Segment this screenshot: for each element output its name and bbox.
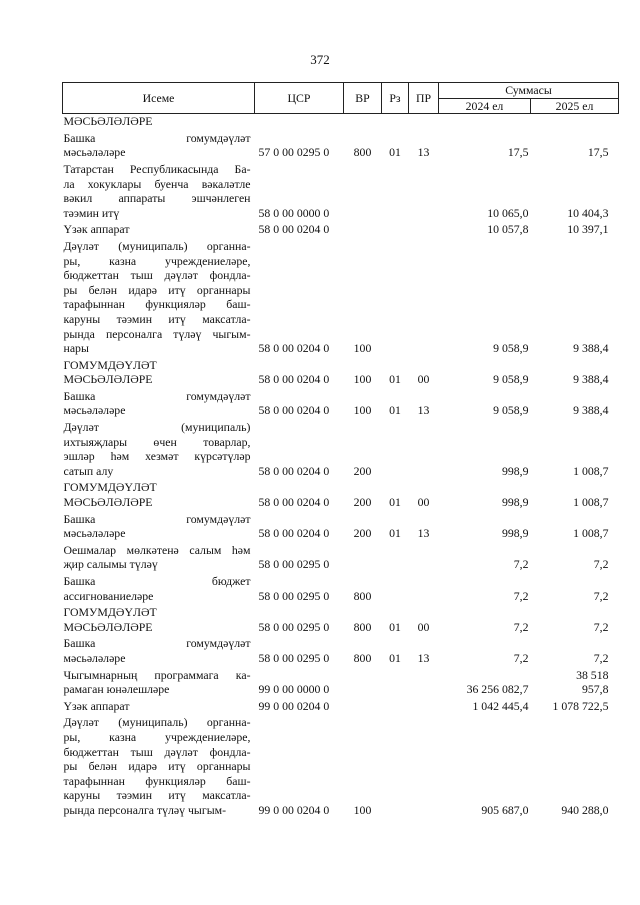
header-csr: ЦСР bbox=[255, 83, 344, 114]
row-csr: 58 0 00 0204 0 bbox=[258, 341, 330, 356]
row-sum-2024: 998,9 bbox=[501, 526, 529, 541]
row-name-line: сатып алу bbox=[63, 463, 114, 478]
row-csr: 99 0 00 0000 0 bbox=[258, 682, 330, 697]
row-rz: 01 bbox=[389, 372, 401, 387]
row-name-line: каруны тәэмин итү максатла- bbox=[63, 311, 251, 326]
table-row bbox=[63, 715, 619, 819]
row-sum-2024: 7,2 bbox=[513, 650, 529, 665]
row-sum-2025: 1 078 722,5 bbox=[552, 698, 609, 713]
row-name-line: ГОМУМДӘҮЛӘТ bbox=[63, 480, 157, 495]
header-rz: Рз bbox=[382, 83, 409, 114]
table-row bbox=[63, 480, 619, 511]
row-sum-2025: 9 388,4 bbox=[573, 341, 609, 356]
row-name-line: МӘСЬӘЛӘЛӘРЕ bbox=[63, 114, 153, 129]
row-sum-2024: 9 058,9 bbox=[493, 372, 529, 387]
row-pr: 00 bbox=[417, 619, 430, 634]
row-name-line: мәсьәләләре bbox=[63, 526, 126, 541]
row-sum-2025 bbox=[531, 668, 619, 699]
row-vr: 800 bbox=[353, 619, 372, 634]
row-sum-2025: 1 008,7 bbox=[573, 463, 609, 478]
row-name bbox=[63, 480, 255, 511]
row-csr: 57 0 00 0295 0 bbox=[258, 145, 330, 160]
table-row bbox=[63, 389, 619, 420]
row-csr: 58 0 00 0204 0 bbox=[258, 372, 330, 387]
row-sum-2024: 36 256 082,7 bbox=[466, 682, 529, 697]
row-sum-2024: 998,9 bbox=[501, 463, 529, 478]
row-name-line: мәсьәләләре bbox=[63, 650, 126, 665]
row-sum-2025: 7,2 bbox=[593, 588, 609, 603]
row-name bbox=[63, 389, 255, 420]
row-name bbox=[63, 574, 255, 605]
row-pr bbox=[409, 668, 439, 699]
row-csr: 99 0 00 0204 0 bbox=[258, 802, 330, 817]
row-vr bbox=[344, 114, 382, 131]
row-csr: 58 0 00 0295 0 bbox=[258, 588, 330, 603]
header-name: Исеме bbox=[63, 83, 255, 114]
row-name-line: Башка гомумдәүләт bbox=[63, 636, 251, 651]
row-vr: 800 bbox=[353, 145, 372, 160]
row-vr bbox=[344, 668, 382, 699]
header-vr: ВР bbox=[344, 83, 382, 114]
row-vr: 100 bbox=[353, 372, 372, 387]
row-vr: 100 bbox=[353, 403, 372, 418]
row-sum-2025: 7,2 bbox=[593, 557, 609, 572]
row-csr: 58 0 00 0204 0 bbox=[258, 526, 330, 541]
row-sum-2024: 7,2 bbox=[513, 557, 529, 572]
row-csr: 58 0 00 0204 0 bbox=[258, 495, 330, 510]
header-pr: ПР bbox=[409, 83, 439, 114]
row-name-line: ассигнованиеләре bbox=[63, 588, 154, 603]
row-name-line: ры белән идарә итү органнары bbox=[63, 759, 251, 774]
row-csr: 58 0 00 0000 0 bbox=[258, 205, 330, 220]
row-vr: 200 bbox=[353, 463, 372, 478]
row-rz bbox=[382, 114, 409, 131]
row-name-line: Дәүләт (муниципаль) органна- bbox=[63, 238, 251, 253]
row-name-line: эшләр һәм хезмәт күрсәтүләр bbox=[63, 449, 251, 464]
table-row bbox=[63, 543, 619, 574]
row-pr bbox=[409, 239, 439, 358]
row-name-line: мәсьәләләре bbox=[63, 403, 126, 418]
row-name-line: Үзәк аппарат bbox=[63, 698, 130, 713]
row-rz: 01 bbox=[389, 619, 401, 634]
row-rz bbox=[382, 162, 409, 222]
row-name-line: ры, казна учреждениеләре, bbox=[63, 729, 251, 744]
row-sum-2024: 17,5 bbox=[507, 145, 529, 160]
row-sum-2025 bbox=[531, 114, 619, 131]
page-number: 372 bbox=[310, 52, 330, 67]
row-sum-2025: 10 397,1 bbox=[567, 222, 609, 237]
row-pr bbox=[409, 222, 439, 239]
row-name-line: мәсьәләләре bbox=[63, 145, 126, 160]
table-row bbox=[63, 162, 619, 222]
row-name bbox=[63, 605, 255, 636]
row-rz bbox=[382, 543, 409, 574]
row-sum-2024: 10 057,8 bbox=[487, 222, 529, 237]
row-sum-2025: 9 388,4 bbox=[573, 372, 609, 387]
row-rz bbox=[382, 715, 409, 819]
row-pr: 00 bbox=[417, 495, 430, 510]
row-rz bbox=[382, 699, 409, 716]
row-vr: 100 bbox=[353, 802, 372, 817]
header-sums: Суммасы bbox=[439, 83, 619, 99]
row-sum-2024: 905 687,0 bbox=[481, 802, 529, 817]
row-vr: 100 bbox=[353, 341, 372, 356]
row-csr: 58 0 00 0204 0 bbox=[258, 403, 330, 418]
budget-table bbox=[62, 82, 619, 820]
row-sum-2024: 1 042 445,4 bbox=[472, 698, 529, 713]
table-row bbox=[63, 668, 619, 699]
row-pr: 13 bbox=[417, 403, 430, 418]
row-name-line: вәкил аппараты эшчәнлеген bbox=[63, 191, 251, 206]
row-csr: 58 0 00 0295 0 bbox=[258, 557, 330, 572]
row-name-line: рында персоналга түләү чыгым- bbox=[63, 326, 251, 341]
row-pr: 13 bbox=[417, 526, 430, 541]
row-name-line: Башка бюджет bbox=[63, 574, 251, 588]
row-rz: 01 bbox=[389, 650, 401, 665]
row-name bbox=[63, 114, 255, 131]
row-rz: 01 bbox=[389, 495, 401, 510]
row-sum-2025: 1 008,7 bbox=[573, 526, 609, 541]
row-pr bbox=[409, 574, 439, 605]
row-name bbox=[63, 162, 255, 222]
row-name-line: Башка гомумдәүләт bbox=[63, 388, 251, 403]
row-sum-2024: 7,2 bbox=[513, 588, 529, 603]
row-sum-2025-part: 38 518 bbox=[576, 667, 609, 682]
row-sum-2025: 10 404,3 bbox=[567, 205, 609, 220]
row-pr: 13 bbox=[417, 650, 430, 665]
row-sum-2025: 940 288,0 bbox=[561, 802, 609, 817]
row-sum-2025: 1 008,7 bbox=[573, 495, 609, 510]
row-sum-2024: 9 058,9 bbox=[493, 341, 529, 356]
row-rz bbox=[382, 574, 409, 605]
row-name-line: МӘСЬӘЛӘЛӘРЕ bbox=[63, 619, 153, 634]
row-name bbox=[63, 358, 255, 389]
row-name bbox=[63, 239, 255, 358]
row-name bbox=[63, 222, 255, 239]
row-name bbox=[63, 420, 255, 480]
row-csr bbox=[255, 114, 344, 131]
row-sum-2025-part: 957,8 bbox=[581, 682, 609, 697]
row-name-line: нары bbox=[63, 341, 89, 356]
row-sum-2024: 7,2 bbox=[513, 619, 529, 634]
row-pr bbox=[409, 543, 439, 574]
row-pr bbox=[409, 114, 439, 131]
row-name-line: Башка гомумдәүләт bbox=[63, 130, 251, 145]
row-name bbox=[63, 131, 255, 162]
row-name-line: Чыгымнарның программага ка- bbox=[63, 667, 251, 682]
row-name-line: бюджеттан тыш дәүләт фондла- bbox=[63, 268, 251, 283]
row-csr: 99 0 00 0204 0 bbox=[258, 698, 330, 713]
row-vr: 200 bbox=[353, 526, 372, 541]
row-name-line: ры белән идарә итү органнары bbox=[63, 282, 251, 297]
row-rz: 01 bbox=[389, 403, 401, 418]
row-name bbox=[63, 668, 255, 699]
row-rz: 01 bbox=[389, 526, 401, 541]
row-name-line: МӘСЬӘЛӘЛӘРЕ bbox=[63, 495, 153, 510]
table-row bbox=[63, 636, 619, 667]
row-name bbox=[63, 543, 255, 574]
row-name-line: ГОМУМДӘҮЛӘТ bbox=[63, 605, 157, 620]
table-row bbox=[63, 605, 619, 636]
row-csr: 58 0 00 0204 0 bbox=[258, 463, 330, 478]
row-rz bbox=[382, 668, 409, 699]
row-name-line: Башка гомумдәүләт bbox=[63, 511, 251, 526]
row-name-line: рамаган юнәлешләре bbox=[63, 682, 170, 697]
row-rz: 01 bbox=[389, 145, 401, 160]
row-vr bbox=[344, 543, 382, 574]
row-vr: 800 bbox=[353, 650, 372, 665]
row-name-line: МӘСЬӘЛӘЛӘРЕ bbox=[63, 372, 153, 387]
table-row bbox=[63, 699, 619, 716]
row-name-line: ГОМУМДӘҮЛӘТ bbox=[63, 357, 157, 372]
row-name bbox=[63, 636, 255, 667]
row-name-line: ихтыяҗлары өчен товарлар, bbox=[63, 434, 251, 449]
row-name bbox=[63, 715, 255, 819]
table-row bbox=[63, 131, 619, 162]
budget-table-container bbox=[62, 82, 618, 820]
table-body bbox=[63, 114, 619, 820]
row-name-line: тарафыннан функцияләр баш- bbox=[63, 773, 251, 788]
row-name-line: Дәүләт (муниципаль) bbox=[63, 420, 251, 435]
row-pr: 13 bbox=[417, 145, 430, 160]
row-name-line: рында персоналга түләү чыгым- bbox=[63, 802, 227, 817]
row-name-line: тәэмин итү bbox=[63, 205, 120, 220]
table-row bbox=[63, 114, 619, 131]
row-name bbox=[63, 512, 255, 543]
table-row bbox=[63, 512, 619, 543]
row-vr: 800 bbox=[353, 588, 372, 603]
row-vr bbox=[344, 222, 382, 239]
row-sum-2025: 9 388,4 bbox=[573, 403, 609, 418]
row-rz bbox=[382, 222, 409, 239]
row-pr bbox=[409, 699, 439, 716]
table-header bbox=[63, 83, 619, 114]
row-sum-2025: 7,2 bbox=[593, 650, 609, 665]
table-row bbox=[63, 239, 619, 358]
row-sum-2025: 7,2 bbox=[593, 619, 609, 634]
row-csr: 58 0 00 0295 0 bbox=[258, 650, 330, 665]
row-vr: 200 bbox=[353, 495, 372, 510]
row-sum-2024: 9 058,9 bbox=[493, 403, 529, 418]
row-csr: 58 0 00 0295 0 bbox=[258, 619, 330, 634]
row-name bbox=[63, 699, 255, 716]
row-name-line: җир салымы түләү bbox=[63, 557, 158, 572]
row-pr bbox=[409, 420, 439, 480]
row-csr: 58 0 00 0204 0 bbox=[258, 222, 330, 237]
row-pr: 00 bbox=[417, 372, 430, 387]
row-vr bbox=[344, 162, 382, 222]
row-pr bbox=[409, 162, 439, 222]
row-name-line: бюджеттан тыш дәүләт фондла- bbox=[63, 744, 251, 759]
row-name-line: Үзәк аппарат bbox=[63, 222, 130, 237]
header-year-2025: 2025 ел bbox=[531, 98, 619, 114]
row-sum-2024 bbox=[439, 114, 531, 131]
row-rz bbox=[382, 239, 409, 358]
row-name-line: Татарстан Республикасында Ба- bbox=[63, 161, 251, 176]
table-row bbox=[63, 574, 619, 605]
row-name-line: ла хокуклары буенча вәкаләтле bbox=[63, 176, 251, 191]
row-sum-2024: 998,9 bbox=[501, 495, 529, 510]
row-name-line: тарафыннан функцияләр баш- bbox=[63, 297, 251, 312]
table-row bbox=[63, 222, 619, 239]
row-name-line: Дәүләт (муниципаль) органна- bbox=[63, 715, 251, 730]
table-row bbox=[63, 358, 619, 389]
header-year-2024: 2024 ел bbox=[439, 98, 531, 114]
row-vr bbox=[344, 699, 382, 716]
table-row bbox=[63, 420, 619, 480]
row-pr bbox=[409, 715, 439, 819]
row-name-line: каруны тәэмин итү максатла- bbox=[63, 788, 251, 803]
row-name-line: ры, казна учреждениеләре, bbox=[63, 253, 251, 268]
row-sum-2024: 10 065,0 bbox=[487, 205, 529, 220]
row-sum-2025: 17,5 bbox=[587, 145, 609, 160]
row-rz bbox=[382, 420, 409, 480]
row-name-line: Оешмалар мөлкәтенә салым һәм bbox=[63, 542, 251, 557]
